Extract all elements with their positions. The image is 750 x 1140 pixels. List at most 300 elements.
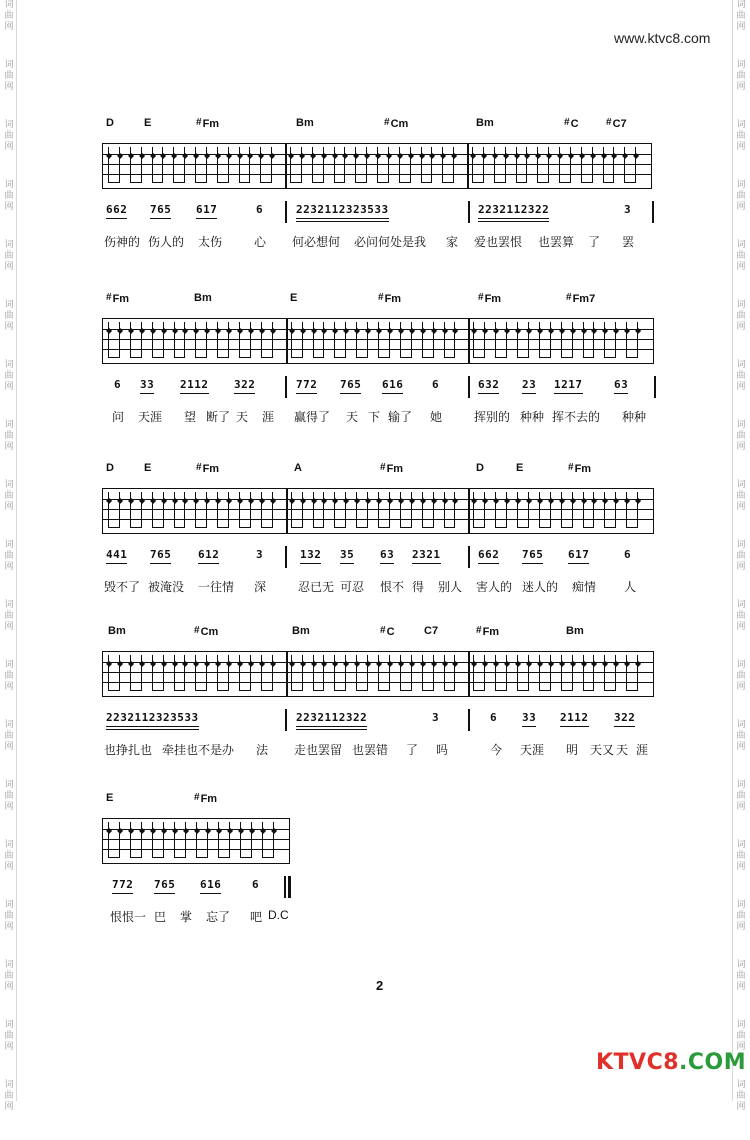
stroke-head: ◆ xyxy=(332,151,339,160)
stroke-head: ◆ xyxy=(238,826,245,835)
stroke-head: ◆ xyxy=(482,496,489,505)
chord-row xyxy=(102,117,662,133)
beam xyxy=(561,690,572,691)
stroke-head: ◆ xyxy=(451,151,458,160)
stroke-head: ◆ xyxy=(375,151,382,160)
stroke-head: ◆ xyxy=(270,326,277,335)
staff-bar-line xyxy=(286,652,288,696)
stroke-head: ◆ xyxy=(139,496,146,505)
stroke-head: ◆ xyxy=(482,659,489,668)
stroke-head: ◆ xyxy=(397,151,404,160)
lyric: 别人 xyxy=(438,580,463,594)
rhythm-tab-staff xyxy=(102,143,652,189)
chord: C7 xyxy=(424,625,439,637)
lyric: 何必想何 xyxy=(292,235,341,249)
chord: Bm xyxy=(296,117,314,129)
note-group: 765 xyxy=(340,378,361,391)
beam xyxy=(195,527,206,528)
beam xyxy=(422,357,433,358)
bar-line xyxy=(284,876,286,898)
stroke-head: ◆ xyxy=(581,659,588,668)
stroke-head: ◆ xyxy=(365,326,372,335)
left-margin-line xyxy=(16,0,17,1101)
lyric: D.C xyxy=(268,908,289,922)
stroke-head: ◆ xyxy=(226,496,233,505)
stroke-head: ◆ xyxy=(248,326,255,335)
staff-bar-line xyxy=(467,144,469,188)
ktvc8-logo xyxy=(596,1050,746,1075)
lyric: 也罢算 xyxy=(538,235,575,249)
stroke-head: ◆ xyxy=(376,496,383,505)
beam xyxy=(239,357,250,358)
note-group: 765 xyxy=(154,878,175,891)
beam xyxy=(495,527,506,528)
note-group: 6 xyxy=(624,548,632,561)
stroke-head: ◆ xyxy=(431,496,438,505)
beam xyxy=(152,527,163,528)
stroke-head: ◆ xyxy=(182,496,189,505)
stroke-head: ◆ xyxy=(204,326,211,335)
stroke-head: ◆ xyxy=(288,151,295,160)
stroke-head: ◆ xyxy=(139,326,146,335)
page-number: 2 xyxy=(376,978,384,993)
chord: #C7 xyxy=(606,117,627,130)
watermark-group: 词 曲 网 xyxy=(736,480,746,512)
stroke-head: ◆ xyxy=(398,659,405,668)
stroke-head: ◆ xyxy=(193,496,200,505)
chord-row xyxy=(102,292,662,308)
chord: D xyxy=(106,117,114,129)
stroke-head: ◆ xyxy=(568,151,575,160)
chord: #Fm xyxy=(196,462,220,475)
stroke-head: ◆ xyxy=(247,151,254,160)
beam xyxy=(239,527,250,528)
beam xyxy=(261,357,272,358)
bar-line xyxy=(285,546,287,568)
beam xyxy=(400,527,411,528)
stroke-head: ◆ xyxy=(548,326,555,335)
stroke-head: ◆ xyxy=(171,151,178,160)
stroke-head: ◆ xyxy=(601,151,608,160)
stroke-head: ◆ xyxy=(172,496,179,505)
right-margin-line xyxy=(732,0,733,1101)
note-group: 772 xyxy=(296,378,317,391)
stroke-head: ◆ xyxy=(215,496,222,505)
lyric: 天 xyxy=(236,410,249,424)
lyric: 也挣扎也 xyxy=(104,743,153,757)
beam xyxy=(604,357,615,358)
stroke-head: ◆ xyxy=(216,826,223,835)
beam xyxy=(152,857,163,858)
beam xyxy=(291,527,302,528)
watermark-group: 词 曲 网 xyxy=(736,540,746,572)
stroke-head: ◆ xyxy=(504,496,511,505)
chord: D xyxy=(476,462,484,474)
stroke-head: ◆ xyxy=(128,659,135,668)
stroke-head: ◆ xyxy=(481,151,488,160)
watermark-group: 词 曲 网 xyxy=(4,720,14,752)
stroke-head: ◆ xyxy=(526,496,533,505)
watermark-group: 词 曲 网 xyxy=(4,900,14,932)
stroke-head: ◆ xyxy=(311,659,318,668)
watermark-group: 词 曲 网 xyxy=(736,960,746,992)
stroke-head: ◆ xyxy=(546,151,553,160)
stroke-head: ◆ xyxy=(365,659,372,668)
stroke-head: ◆ xyxy=(635,496,642,505)
watermark-group: 词 曲 网 xyxy=(736,0,746,32)
staff-bar-line xyxy=(468,489,470,533)
stroke-head: ◆ xyxy=(193,326,200,335)
staff-bar-line xyxy=(286,319,288,363)
stroke-head: ◆ xyxy=(182,326,189,335)
stroke-head: ◆ xyxy=(613,326,620,335)
note-group: 33 xyxy=(140,378,154,391)
stroke-head: ◆ xyxy=(635,659,642,668)
lyric: 了 xyxy=(406,743,419,757)
stroke-head: ◆ xyxy=(581,326,588,335)
lyric: 巴 xyxy=(154,910,167,924)
stroke-head: ◆ xyxy=(376,659,383,668)
lyric: 爱也罢恨 xyxy=(474,235,523,249)
stroke-head: ◆ xyxy=(633,151,640,160)
note-group: 6 xyxy=(432,378,440,391)
lyric: 望 xyxy=(184,410,197,424)
stroke-head: ◆ xyxy=(204,659,211,668)
beam xyxy=(195,357,206,358)
beam xyxy=(130,357,141,358)
stroke-head: ◆ xyxy=(227,826,234,835)
note-group: 616 xyxy=(200,878,221,891)
beam xyxy=(559,182,570,183)
stroke-head: ◆ xyxy=(117,496,124,505)
chord: D xyxy=(106,462,114,474)
beam xyxy=(473,527,484,528)
note-group: 765 xyxy=(522,548,543,561)
lyric: 问 xyxy=(112,410,125,424)
beam xyxy=(422,527,433,528)
beam xyxy=(130,527,141,528)
chord: #C xyxy=(564,117,579,130)
stroke-head: ◆ xyxy=(237,151,244,160)
stroke-head: ◆ xyxy=(354,496,361,505)
stroke-head: ◆ xyxy=(442,496,449,505)
lyric: 挥不去的 xyxy=(552,410,601,424)
chord: #Fm xyxy=(476,625,500,638)
watermark-group: 词 曲 网 xyxy=(736,300,746,332)
stroke-head: ◆ xyxy=(204,496,211,505)
left-watermark-strip xyxy=(2,0,16,1112)
staff-bar-line xyxy=(286,489,288,533)
beam xyxy=(537,182,548,183)
stroke-head: ◆ xyxy=(343,496,350,505)
lyric: 种种 xyxy=(622,410,647,424)
stroke-head: ◆ xyxy=(442,659,449,668)
stroke-head: ◆ xyxy=(420,326,427,335)
watermark-group: 词 曲 网 xyxy=(736,600,746,632)
stroke-head: ◆ xyxy=(526,659,533,668)
stroke-head: ◆ xyxy=(205,826,212,835)
bar-line xyxy=(285,709,287,731)
stroke-head: ◆ xyxy=(503,151,510,160)
beam xyxy=(581,182,592,183)
stroke-head: ◆ xyxy=(161,826,168,835)
bar-line xyxy=(468,709,470,731)
lyric: 天又 xyxy=(590,743,615,757)
stroke-head: ◆ xyxy=(602,496,609,505)
bar-line xyxy=(468,201,470,223)
stroke-head: ◆ xyxy=(128,496,135,505)
lyric: 罢 xyxy=(622,235,635,249)
note-group: 6 xyxy=(490,711,498,724)
beam xyxy=(495,690,506,691)
stroke-head: ◆ xyxy=(387,326,394,335)
lyric: 毁不了 xyxy=(104,580,141,594)
stroke-head: ◆ xyxy=(172,326,179,335)
bar-line xyxy=(468,376,470,398)
lyric: 伤神的 xyxy=(104,235,141,249)
beam xyxy=(240,857,251,858)
watermark-group: 词 曲 网 xyxy=(736,780,746,812)
note-group: 772 xyxy=(112,878,133,891)
lyric: 忍已无 xyxy=(298,580,335,594)
stroke-head: ◆ xyxy=(409,326,416,335)
logo-part: C8 xyxy=(646,1050,680,1075)
beam xyxy=(261,527,272,528)
beam xyxy=(378,527,389,528)
stroke-head: ◆ xyxy=(106,659,113,668)
stroke-head: ◆ xyxy=(602,659,609,668)
stroke-head: ◆ xyxy=(321,659,328,668)
beam xyxy=(473,357,484,358)
lyric: 天 xyxy=(616,743,629,757)
beam xyxy=(378,690,389,691)
note-group: 33 xyxy=(522,711,536,724)
stroke-head: ◆ xyxy=(259,659,266,668)
stroke-head: ◆ xyxy=(321,326,328,335)
lyric: 天 xyxy=(346,410,359,424)
note-group: 2232112323533 xyxy=(106,711,199,724)
beam xyxy=(261,690,272,691)
note-group: 765 xyxy=(150,203,171,216)
watermark-group: 词 曲 网 xyxy=(4,960,14,992)
beam xyxy=(442,182,453,183)
stroke-head: ◆ xyxy=(613,659,620,668)
stroke-head: ◆ xyxy=(559,496,566,505)
stroke-head: ◆ xyxy=(602,326,609,335)
stroke-head: ◆ xyxy=(215,659,222,668)
beam xyxy=(604,527,615,528)
watermark-group: 词 曲 网 xyxy=(736,180,746,212)
note-group: 63 xyxy=(380,548,394,561)
chord: Bm xyxy=(292,625,310,637)
jianpu-notation-row xyxy=(102,548,662,572)
chord: #Fm xyxy=(380,462,404,475)
beam xyxy=(291,357,302,358)
note-group: 322 xyxy=(234,378,255,391)
beam xyxy=(152,357,163,358)
beam xyxy=(152,690,163,691)
stroke-head: ◆ xyxy=(321,151,328,160)
stroke-head: ◆ xyxy=(150,151,157,160)
beam xyxy=(108,182,119,183)
stroke-head: ◆ xyxy=(321,496,328,505)
note-group: 3 xyxy=(256,548,264,561)
lyric: 心 xyxy=(254,235,267,249)
beam xyxy=(473,690,484,691)
note-group: 2232112323533 xyxy=(296,203,389,216)
beam xyxy=(334,690,345,691)
stroke-head: ◆ xyxy=(548,496,555,505)
stroke-head: ◆ xyxy=(611,151,618,160)
stroke-head: ◆ xyxy=(570,659,577,668)
note-group: 132 xyxy=(300,548,321,561)
lyric: 被淹没 xyxy=(148,580,185,594)
stroke-head: ◆ xyxy=(139,151,146,160)
chord: #Fm xyxy=(378,292,402,305)
stroke-head: ◆ xyxy=(226,151,233,160)
chord: E xyxy=(144,117,152,129)
stroke-head: ◆ xyxy=(343,326,350,335)
lyric: 恨不 xyxy=(380,580,405,594)
beam xyxy=(561,357,572,358)
stroke-head: ◆ xyxy=(128,826,135,835)
stroke-head: ◆ xyxy=(160,151,167,160)
beam xyxy=(173,182,184,183)
stroke-head: ◆ xyxy=(622,151,629,160)
chord: #C xyxy=(380,625,395,638)
stroke-head: ◆ xyxy=(431,326,438,335)
chord: #Cm xyxy=(194,625,219,638)
beam xyxy=(290,182,301,183)
stroke-head: ◆ xyxy=(387,496,394,505)
stroke-head: ◆ xyxy=(270,659,277,668)
bar-line xyxy=(652,201,654,223)
logo-part: KTV xyxy=(596,1050,647,1075)
chord: #Fm xyxy=(568,462,592,475)
note-group: 616 xyxy=(382,378,403,391)
rhythm-tab-staff xyxy=(102,488,654,534)
stroke-head: ◆ xyxy=(624,496,631,505)
watermark-group: 词 曲 网 xyxy=(4,1020,14,1052)
stroke-head: ◆ xyxy=(237,659,244,668)
watermark-group: 词 曲 网 xyxy=(736,240,746,272)
lyric: 深 xyxy=(254,580,267,594)
stroke-head: ◆ xyxy=(271,826,278,835)
stroke-head: ◆ xyxy=(259,496,266,505)
stroke-head: ◆ xyxy=(548,659,555,668)
lyric: 牵挂也不是办 xyxy=(162,743,235,757)
stroke-head: ◆ xyxy=(471,496,478,505)
stroke-head: ◆ xyxy=(300,326,307,335)
stroke-head: ◆ xyxy=(429,151,436,160)
stroke-head: ◆ xyxy=(376,326,383,335)
watermark-group: 词 曲 网 xyxy=(4,180,14,212)
beam xyxy=(130,182,141,183)
chord: Bm xyxy=(194,292,212,304)
note-group: 6 xyxy=(256,203,264,216)
stroke-head: ◆ xyxy=(270,496,277,505)
lyric: 得 xyxy=(412,580,425,594)
lyric: 害人的 xyxy=(476,580,513,594)
note-group: 322 xyxy=(614,711,635,724)
watermark-group: 词 曲 网 xyxy=(4,120,14,152)
beam xyxy=(356,690,367,691)
watermark-group: 词 曲 网 xyxy=(4,300,14,332)
note-group: 1217 xyxy=(554,378,583,391)
stroke-head: ◆ xyxy=(269,151,276,160)
stroke-head: ◆ xyxy=(343,659,350,668)
watermark-group: 词 曲 网 xyxy=(4,360,14,392)
final-bar-line xyxy=(288,876,291,898)
stroke-head: ◆ xyxy=(117,326,124,335)
note-group: 662 xyxy=(478,548,499,561)
chord: E xyxy=(516,462,524,474)
watermark-group: 词 曲 网 xyxy=(736,720,746,752)
bar-line xyxy=(468,546,470,568)
beam xyxy=(239,690,250,691)
stroke-head: ◆ xyxy=(470,151,477,160)
lyric: 人 xyxy=(624,580,637,594)
chord: Bm xyxy=(108,625,126,637)
stroke-head: ◆ xyxy=(289,496,296,505)
chord: A xyxy=(294,462,302,474)
beam xyxy=(260,182,271,183)
note-group: 3 xyxy=(432,711,440,724)
watermark-group: 词 曲 网 xyxy=(4,0,14,32)
beam xyxy=(377,182,388,183)
watermark-group: 词 曲 网 xyxy=(736,660,746,692)
lyric: 种种 xyxy=(520,410,545,424)
stroke-head: ◆ xyxy=(248,659,255,668)
stroke-head: ◆ xyxy=(332,496,339,505)
beam xyxy=(539,690,550,691)
right-watermark-strip xyxy=(734,0,748,1112)
beam xyxy=(130,690,141,691)
stroke-head: ◆ xyxy=(624,659,631,668)
jianpu-notation-row xyxy=(102,378,662,402)
stroke-head: ◆ xyxy=(150,826,157,835)
stroke-head: ◆ xyxy=(258,151,265,160)
site-url: www.ktvc8.com xyxy=(614,30,711,46)
watermark-group: 词 曲 网 xyxy=(4,780,14,812)
beam xyxy=(195,690,206,691)
bar-line xyxy=(285,201,287,223)
stroke-head: ◆ xyxy=(387,659,394,668)
watermark-group: 词 曲 网 xyxy=(736,840,746,872)
stroke-head: ◆ xyxy=(515,496,522,505)
stroke-head: ◆ xyxy=(420,496,427,505)
rhythm-tab-staff xyxy=(102,818,290,864)
stroke-head: ◆ xyxy=(581,496,588,505)
stroke-head: ◆ xyxy=(493,496,500,505)
stroke-head: ◆ xyxy=(471,326,478,335)
chord: #Fm xyxy=(106,292,130,305)
lyric: 下 xyxy=(368,410,381,424)
stroke-head: ◆ xyxy=(364,151,371,160)
rhythm-tab-staff xyxy=(102,318,654,364)
stroke-head: ◆ xyxy=(613,496,620,505)
beam xyxy=(217,182,228,183)
watermark-group: 词 曲 网 xyxy=(736,900,746,932)
stroke-head: ◆ xyxy=(260,826,267,835)
rhythm-tab-staff xyxy=(102,651,654,697)
stroke-head: ◆ xyxy=(590,151,597,160)
watermark-group: 词 曲 网 xyxy=(4,660,14,692)
beam xyxy=(495,357,506,358)
lyric: 恨恨一 xyxy=(110,910,147,924)
stroke-head: ◆ xyxy=(300,496,307,505)
beam xyxy=(312,182,323,183)
